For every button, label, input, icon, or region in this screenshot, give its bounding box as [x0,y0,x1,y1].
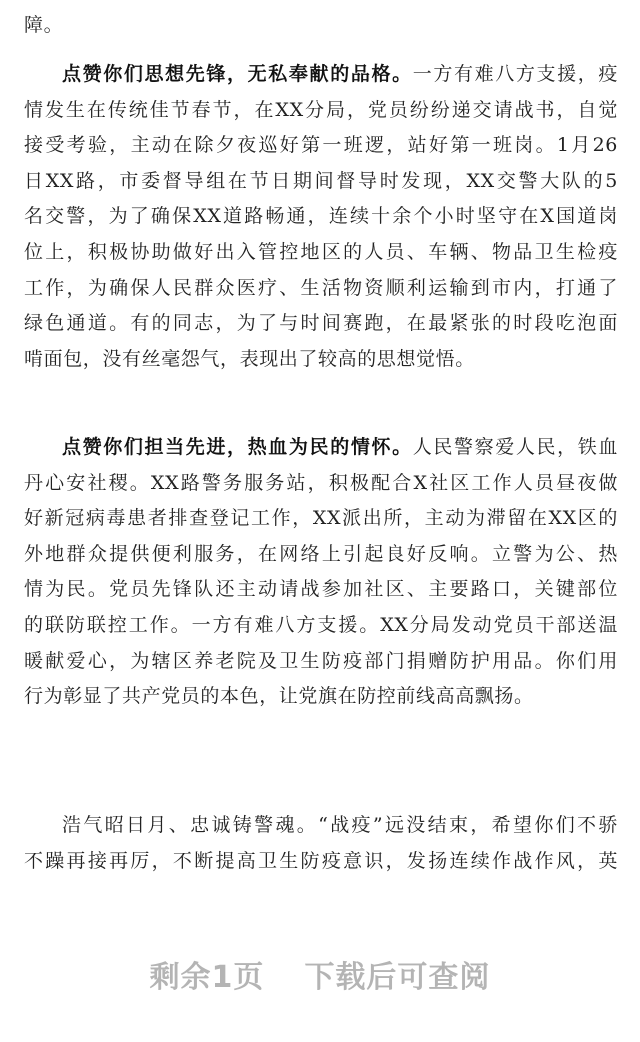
paragraph-2-bold-lead: 点赞你们担当先进，热血为民的情怀。 [62,436,413,458]
paragraph-1 [24,57,618,377]
paragraph-2-line: 情为民。党员先锋队还主动请战参加社区、主要路口，关键部位 [24,578,618,601]
paragraph-1-line: 接受考验，主动在除夕夜巡好第一班逻，站好第一班岗。1月26 [24,134,618,157]
paragraph-1-bold-lead: 点赞你们思想先锋，无私奉献的品格。 [62,63,413,85]
top-fragment-block [24,8,618,44]
paragraph-1-line: 绿色通道。有的同志，为了与时间赛跑，在最紧张的时段吃泡面 [24,312,618,335]
paragraph-1-line: 名交警，为了确保XX道路畅通，连续十余个小时坚守在X国道岗 [24,205,618,228]
paragraph-1-line: 情发生在传统佳节春节，在XX分局，党员纷纷递交请战书，自觉 [24,98,618,121]
paragraph-2-line: 的联防联控工作。一方有难八方支援。XX分局发动党员干部送温 [24,613,618,636]
paragraph-2-line: 好新冠病毒患者排查登记工作，XX派出所，主动为滞留在XX区的 [24,507,618,530]
paragraph-1-line: 位上，积极协助做好出入管控地区的人员、车辆、物品卫生检疫 [24,240,618,263]
paragraph-1-line-1 [24,57,618,93]
paragraph-3 [24,808,618,879]
paragraph-3-line: 不躁再接再厉，不断提高卫生防疫意识，发扬连续作战作风，英 [24,849,618,872]
paragraph-2-line: 暖献爱心，为辖区养老院及卫生防疫部门捐赠防护用品。你们用 [24,649,618,672]
paragraph-2-line: 外地群众提供便利服务，在网络上引起良好反响。立警为公、热 [24,542,618,565]
paragraph-2-line-1-text: 人民警察爱人民，铁血 [412,436,618,458]
top-fragment-line: 障。 [24,14,64,36]
download-to-view-text[interactable]: 下载后可查阅 [304,960,491,995]
paragraph-1-line-last: 啃面包，没有丝毫怨气，表现出了较高的思想觉悟。 [24,347,475,370]
paragraph-2 [24,430,618,715]
paragraph-1-line: 日XX路，市委督导组在节日期间督导时发现，XX交警大队的5 [24,169,618,192]
paragraph-3-line-1: 浩气昭日月、忠诚铸警魂。“战疫”远没结束，希望你们不骄 [62,814,618,836]
paragraph-1-line: 工作，为确保人民群众医疗、生活物资顺利运输到市内，打通了 [24,276,618,299]
remaining-pages-text: 剩余1页 [149,960,265,995]
download-prompt[interactable] [0,952,640,996]
paragraph-2-line-1 [24,430,618,466]
paragraph-2-line-last: 行为彰显了共产党员的本色，让党旗在防控前线高高飘扬。 [24,685,534,708]
paragraph-1-line-1-text: 一方有难八方支援，疫 [412,63,618,85]
paragraph-2-line: 丹心安社稷。XX路警务服务站，积极配合X社区工作人员昼夜做 [24,471,618,494]
